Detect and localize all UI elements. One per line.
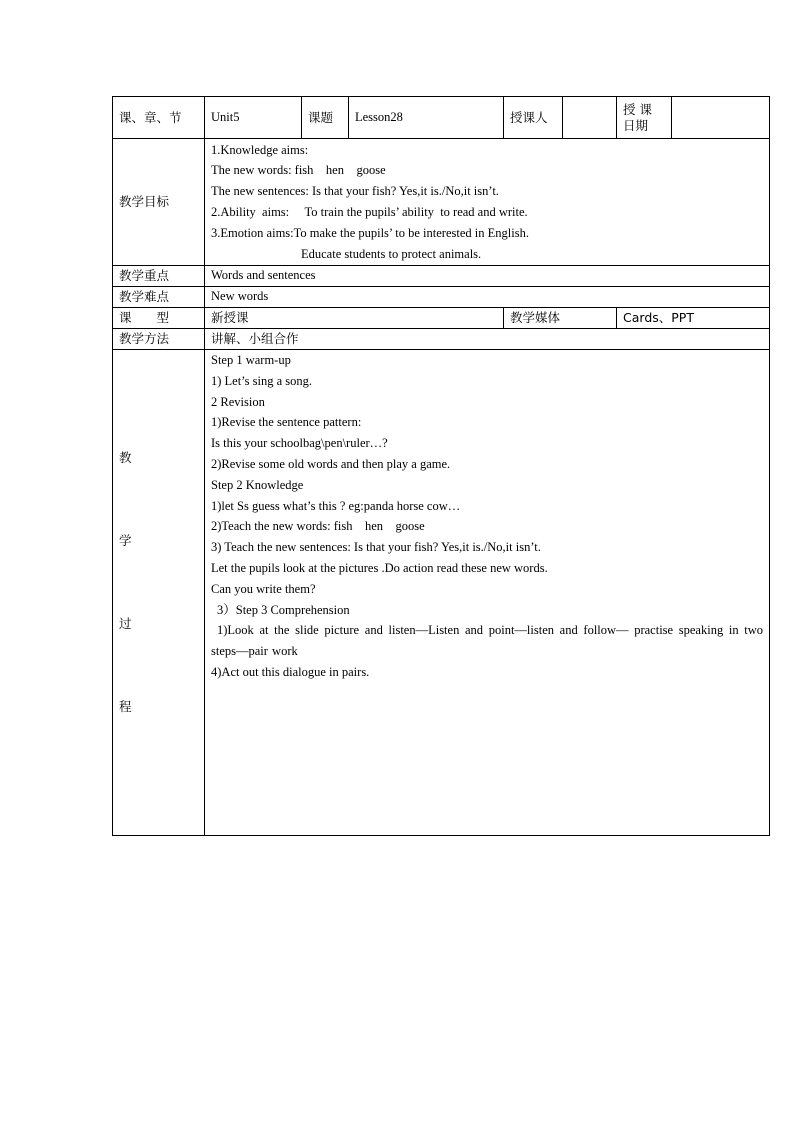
process-label-char: 程 — [119, 699, 132, 714]
media-label: 教学媒体 — [504, 308, 617, 329]
goal-line: The new words: fish hen goose — [211, 163, 386, 178]
process-line: 1)Look at the slide picture and listen—Listen and point—listen and follow— practise speaking in two steps—pair work — [211, 623, 764, 659]
process-content — [205, 350, 770, 836]
methods-label: 教学方法 — [113, 329, 205, 350]
difficulties-value: New words — [205, 287, 770, 308]
process-label-char: 教 — [119, 450, 132, 465]
teacher-value — [563, 97, 617, 139]
date-label-line-2: 日期 — [623, 117, 649, 133]
lesson-plan-table — [112, 96, 770, 836]
key-points-row — [113, 266, 770, 287]
lesson-type-value: 新授课 — [205, 308, 504, 329]
lesson-type-row — [113, 308, 770, 329]
methods-value: 讲解、小组合作 — [205, 329, 770, 350]
key-points-value: Words and sentences — [205, 266, 770, 287]
media-value: Cards、PPT — [617, 308, 770, 329]
process-line: 1) Let’s sing a song. — [211, 373, 313, 388]
process-line: Let the pupils look at the pictures .Do action read these new words. — [211, 560, 548, 575]
goal-line: Educate students to protect animals. — [301, 246, 482, 261]
process-label — [113, 350, 205, 836]
header-row — [113, 97, 770, 139]
process-line: 4)Act out this dialogue in pairs. — [211, 664, 370, 679]
process-line: Can you write them? — [211, 581, 316, 596]
process-label-char: 学 — [119, 533, 132, 548]
lesson-type-label: 课 型 — [113, 308, 205, 329]
process-line: 1)Revise the sentence pattern: — [211, 415, 362, 430]
section-label: 课、章、节 — [113, 97, 205, 139]
process-line: Is this your schoolbag\pen\ruler…? — [211, 436, 388, 451]
date-label — [617, 97, 672, 139]
process-line: 2)Revise some old words and then play a game. — [211, 456, 451, 471]
process-line: Step 1 warm-up — [211, 353, 291, 367]
goals-content — [205, 139, 770, 266]
process-label-char: 过 — [119, 616, 132, 631]
process-line: 3) Teach the new sentences: Is that your fish? Yes,it is./No,it isn’t. — [211, 540, 541, 555]
key-points-label: 教学重点 — [113, 266, 205, 287]
process-line: Step 2 Knowledge — [211, 477, 304, 492]
date-value — [672, 97, 770, 139]
goal-line: 1.Knowledge aims: — [211, 142, 309, 157]
goals-row — [113, 139, 770, 266]
process-row — [113, 350, 770, 836]
goal-line: 3.Emotion aims:To make the pupils’ to be interested in English. — [211, 225, 529, 240]
process-line: 1)let Ss guess what’s this ? eg:panda horse cow… — [211, 498, 461, 513]
unit-value: Unit5 — [205, 97, 302, 139]
process-line: 2 Revision — [211, 394, 265, 409]
goal-line: The new sentences: Is that your fish? Yes,it is./No,it isn’t. — [211, 184, 499, 199]
teacher-label: 授课人 — [504, 97, 563, 139]
date-label-line-1: 授 课 — [623, 101, 652, 117]
topic-label: 课题 — [302, 97, 349, 139]
methods-row — [113, 329, 770, 350]
difficulties-row — [113, 287, 770, 308]
goal-line: 2.Ability aims: To train the pupils’ ability to read and write. — [211, 205, 528, 219]
difficulties-label: 教学难点 — [113, 287, 205, 308]
goals-label: 教学目标 — [113, 139, 205, 266]
lesson-value: Lesson28 — [349, 97, 504, 139]
process-line: 2)Teach the new words: fish hen goose — [211, 519, 425, 534]
process-line: 3）Step 3 Comprehension — [217, 602, 350, 617]
